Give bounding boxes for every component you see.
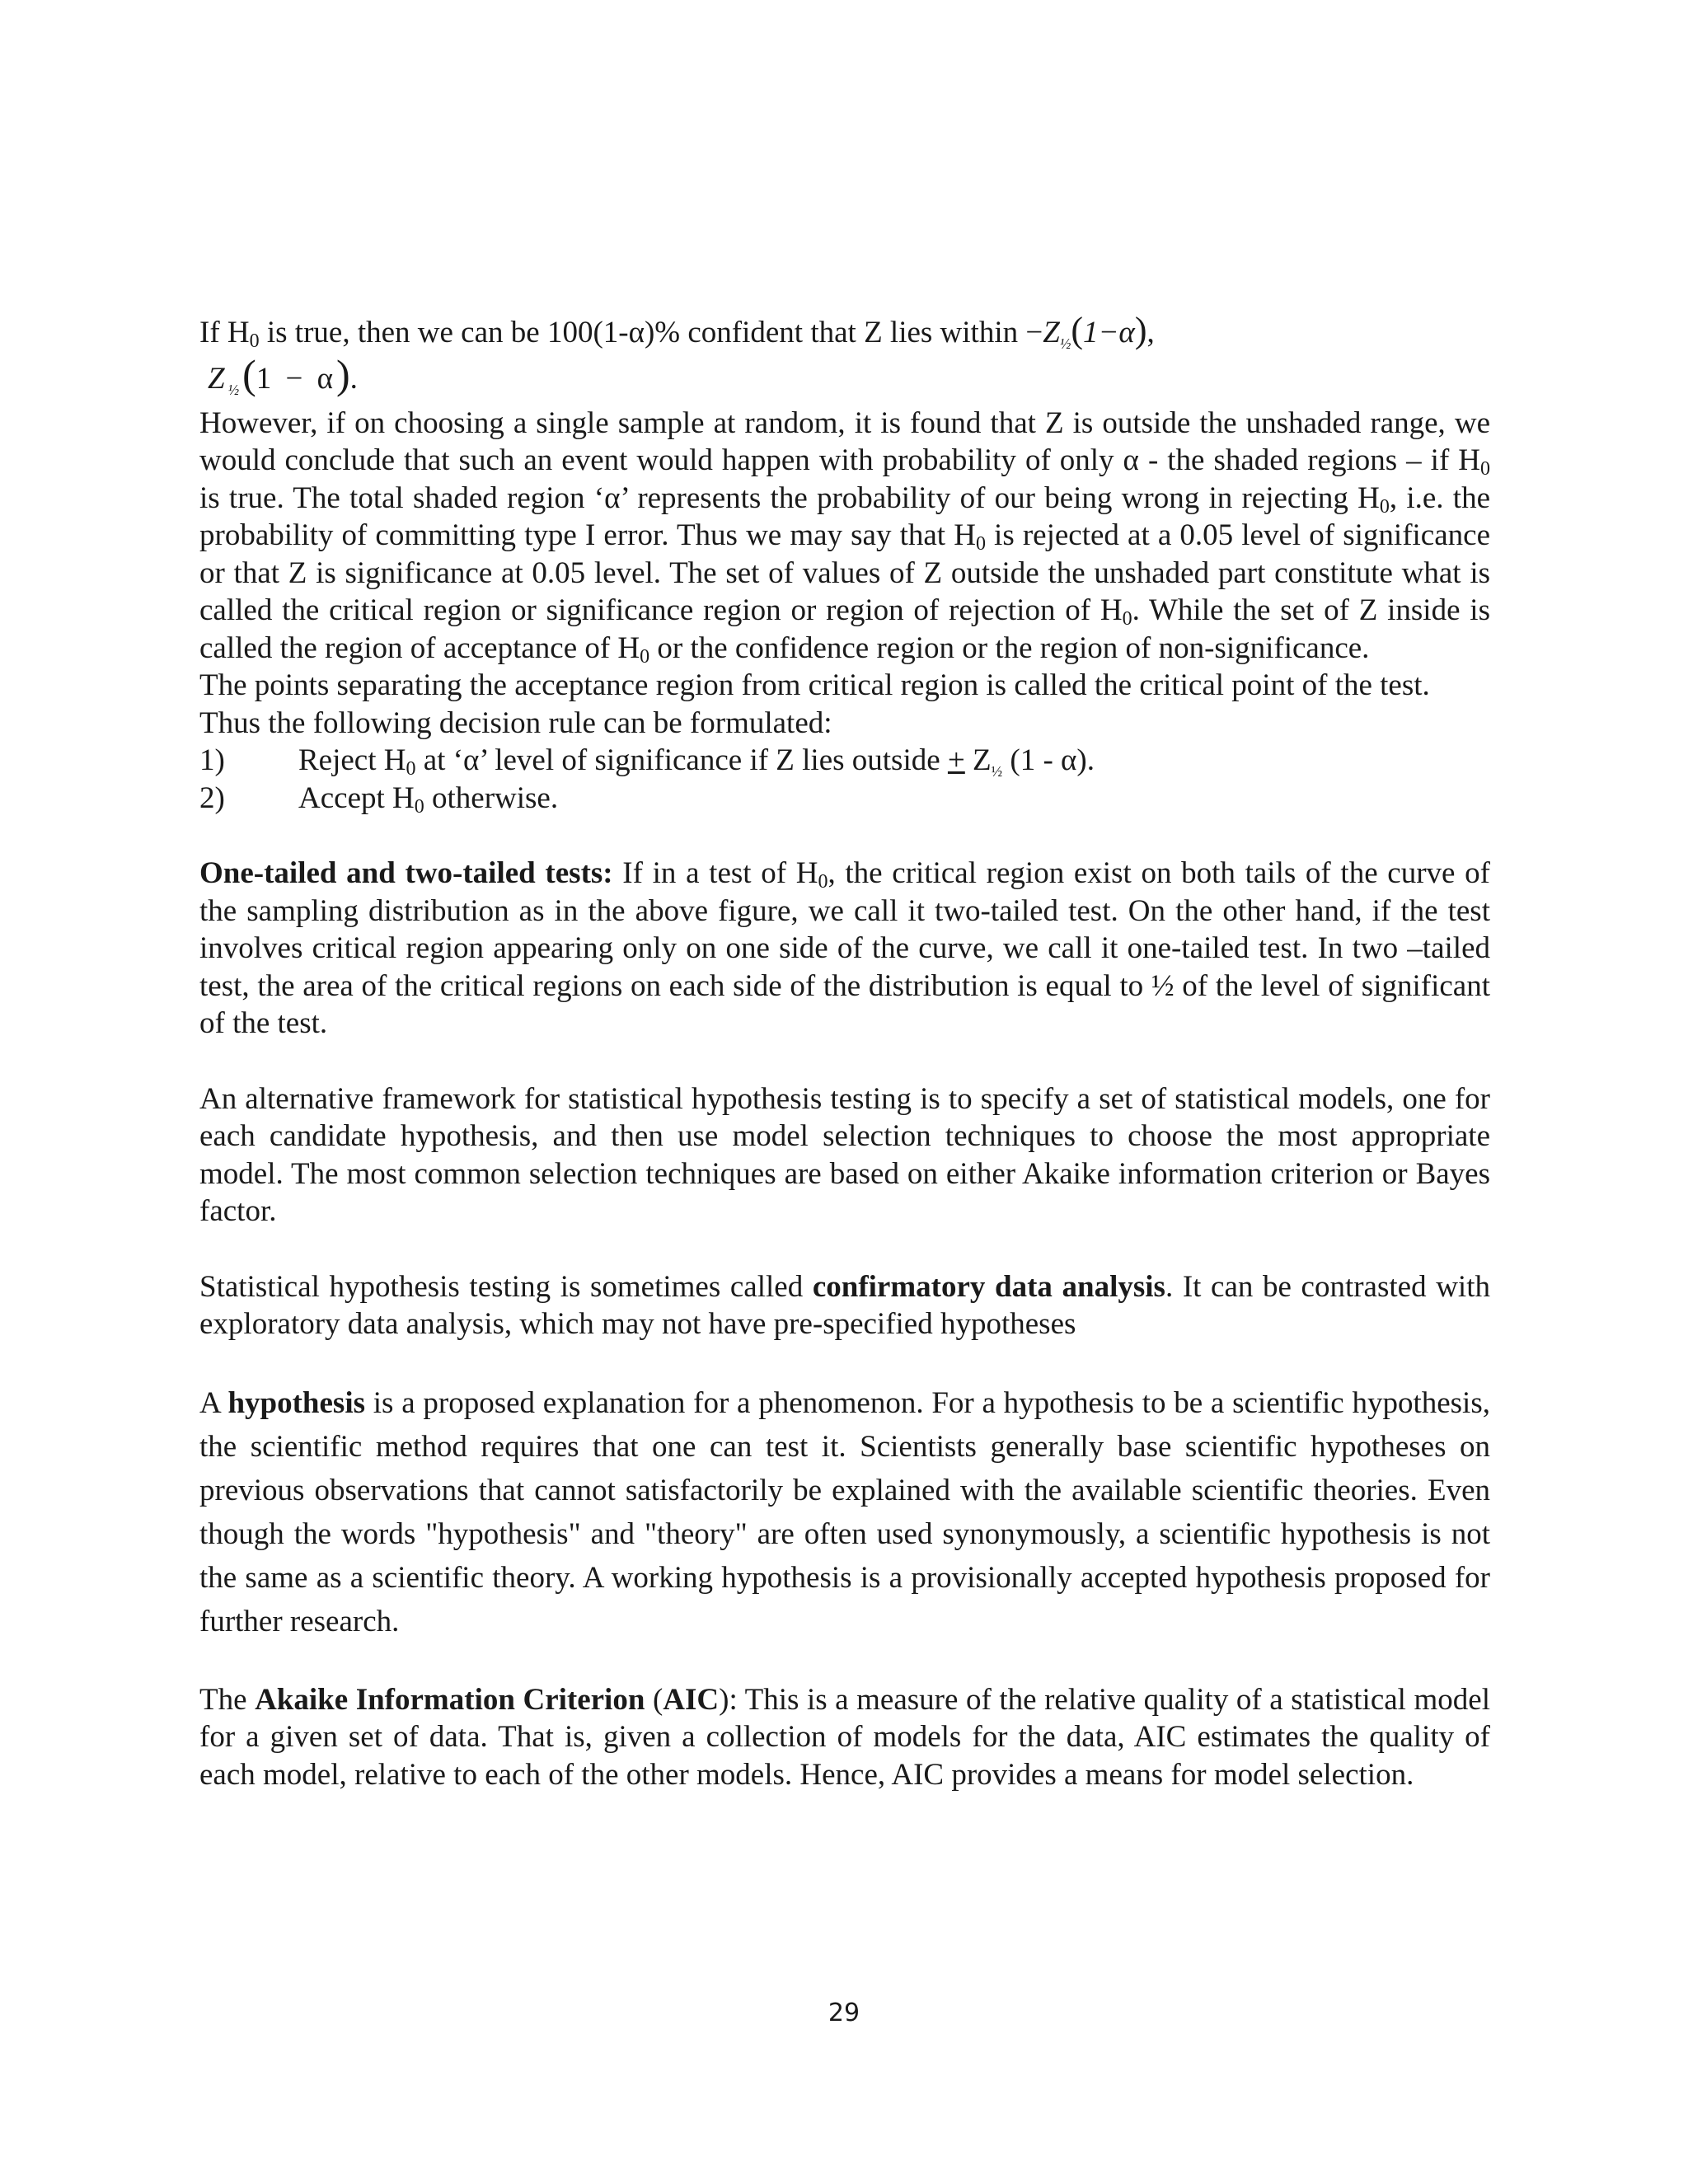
list-item: [199, 780, 1490, 818]
paragraph-gap: [199, 1343, 1490, 1381]
paragraph-gap: [199, 1230, 1490, 1268]
list-text: Reject $H_0$ at ‘α’ level of significance if Z lies outside + $Z_{\frac{1}{2}}$ (1 - α).: [298, 743, 1095, 780]
paragraph-hypothesis: A hypothesis is a proposed explanation for a phenomenon. For a hypothesis to be a scientific hypothesis, the scientific method requires that one can test it. Scientists generally base scientific hypotheses on previous observations that cannot satisfactorily be explained with the available scientific theories. Even though the words "hypothesis" and "theory" are often used synonymously, a scientific hypothesis is not the same as a scientific theory. A working hypothesis is a provisionally accepted hypothesis proposed for further research.: [199, 1385, 1490, 1638]
paragraph-aic: The Akaike Information Criterion (AIC): This is a measure of the relative quality of a statistical model for a given set of data. That is, given a collection of models for the data, AIC estimates the quality of each model, relative to each of the other models. Hence, AIC provides a means for model selection.: [199, 1682, 1490, 1792]
paragraph-tailed-tests: One-tailed and two-tailed tests: If in a test of $H_0$, the critical region exist on both tails of the curve of the sampling distribution as in the above figure, we call it two-tailed test. On the other hand, if the test involves critical region appearing only on one side of the curve, we call it one-tailed test. In two –tailed test, the area of the critical regions on each side of the distribution is equal to ½ of the level of significant of the test.: [199, 856, 1490, 1040]
paragraph-gap: [199, 1643, 1490, 1681]
paragraph-gap: [199, 817, 1490, 855]
paragraph-confidence: If $H_0$ is true, then we can be 100(1-α)% confident that Z lies within $-Z_{\frac{1}{2}}(1-\alpha)$,: [199, 310, 1155, 352]
paragraph-alternative-framework: An alternative framework for statistical hypothesis testing is to specify a set of statistical models, one for each candidate hypothesis, and then use model selection techniques to choose the most appropriate model. The most common selection techniques are based on either Akaike information criterion or Bayes factor.: [199, 1081, 1490, 1228]
paragraph-gap: [199, 1043, 1490, 1080]
document-body: [199, 312, 1490, 1793]
paragraph-decision-rule: Thus the following decision rule can be formulated:: [199, 705, 832, 740]
list-item: [199, 742, 1490, 780]
paragraph-confirmatory: Statistical hypothesis testing is sometimes called confirmatory data analysis. It can be contrasted with exploratory data analysis, which may not have pre-specified hypotheses: [199, 1269, 1490, 1341]
formula-minus-z-half: $-Z_{\frac{1}{2}}(1-\alpha)$: [1025, 310, 1147, 352]
paragraph-critical-region: However, if on choosing a single sample at random, it is found that Z is outside the unshaded range, we would conclude that such an event would happen with probability of only α - the shaded regions – if $H_0$ is true. The total shaded region ‘α’ represents the probability of our being wrong in rejecting $H_0$, i.e. the probability of committing type I error. Thus we may say that $H_0$ is rejected at a 0.05 level of significance or that Z is significance at 0.05 level. The set of values of Z outside the unshaded part constitute what is called the critical region or significance region or region of rejection of $H_0$. While the set of Z inside is called the region of acceptance of $H_0$ or the confidence region or the region of non-significance.: [199, 405, 1490, 668]
list-number: 2): [199, 780, 225, 815]
list-text: Accept $H_0$ otherwise.: [298, 780, 559, 818]
paragraph-critical-point: The points separating the acceptance region from critical region is called the critical point of the test.: [199, 668, 1430, 702]
formula-z-half: $Z_{\frac{1}{2}}(1 - \alpha)$.: [208, 350, 361, 398]
hypothesis-block: [199, 1381, 1490, 1643]
list-number: 1): [199, 743, 225, 777]
page-number: 29: [828, 1999, 860, 2027]
